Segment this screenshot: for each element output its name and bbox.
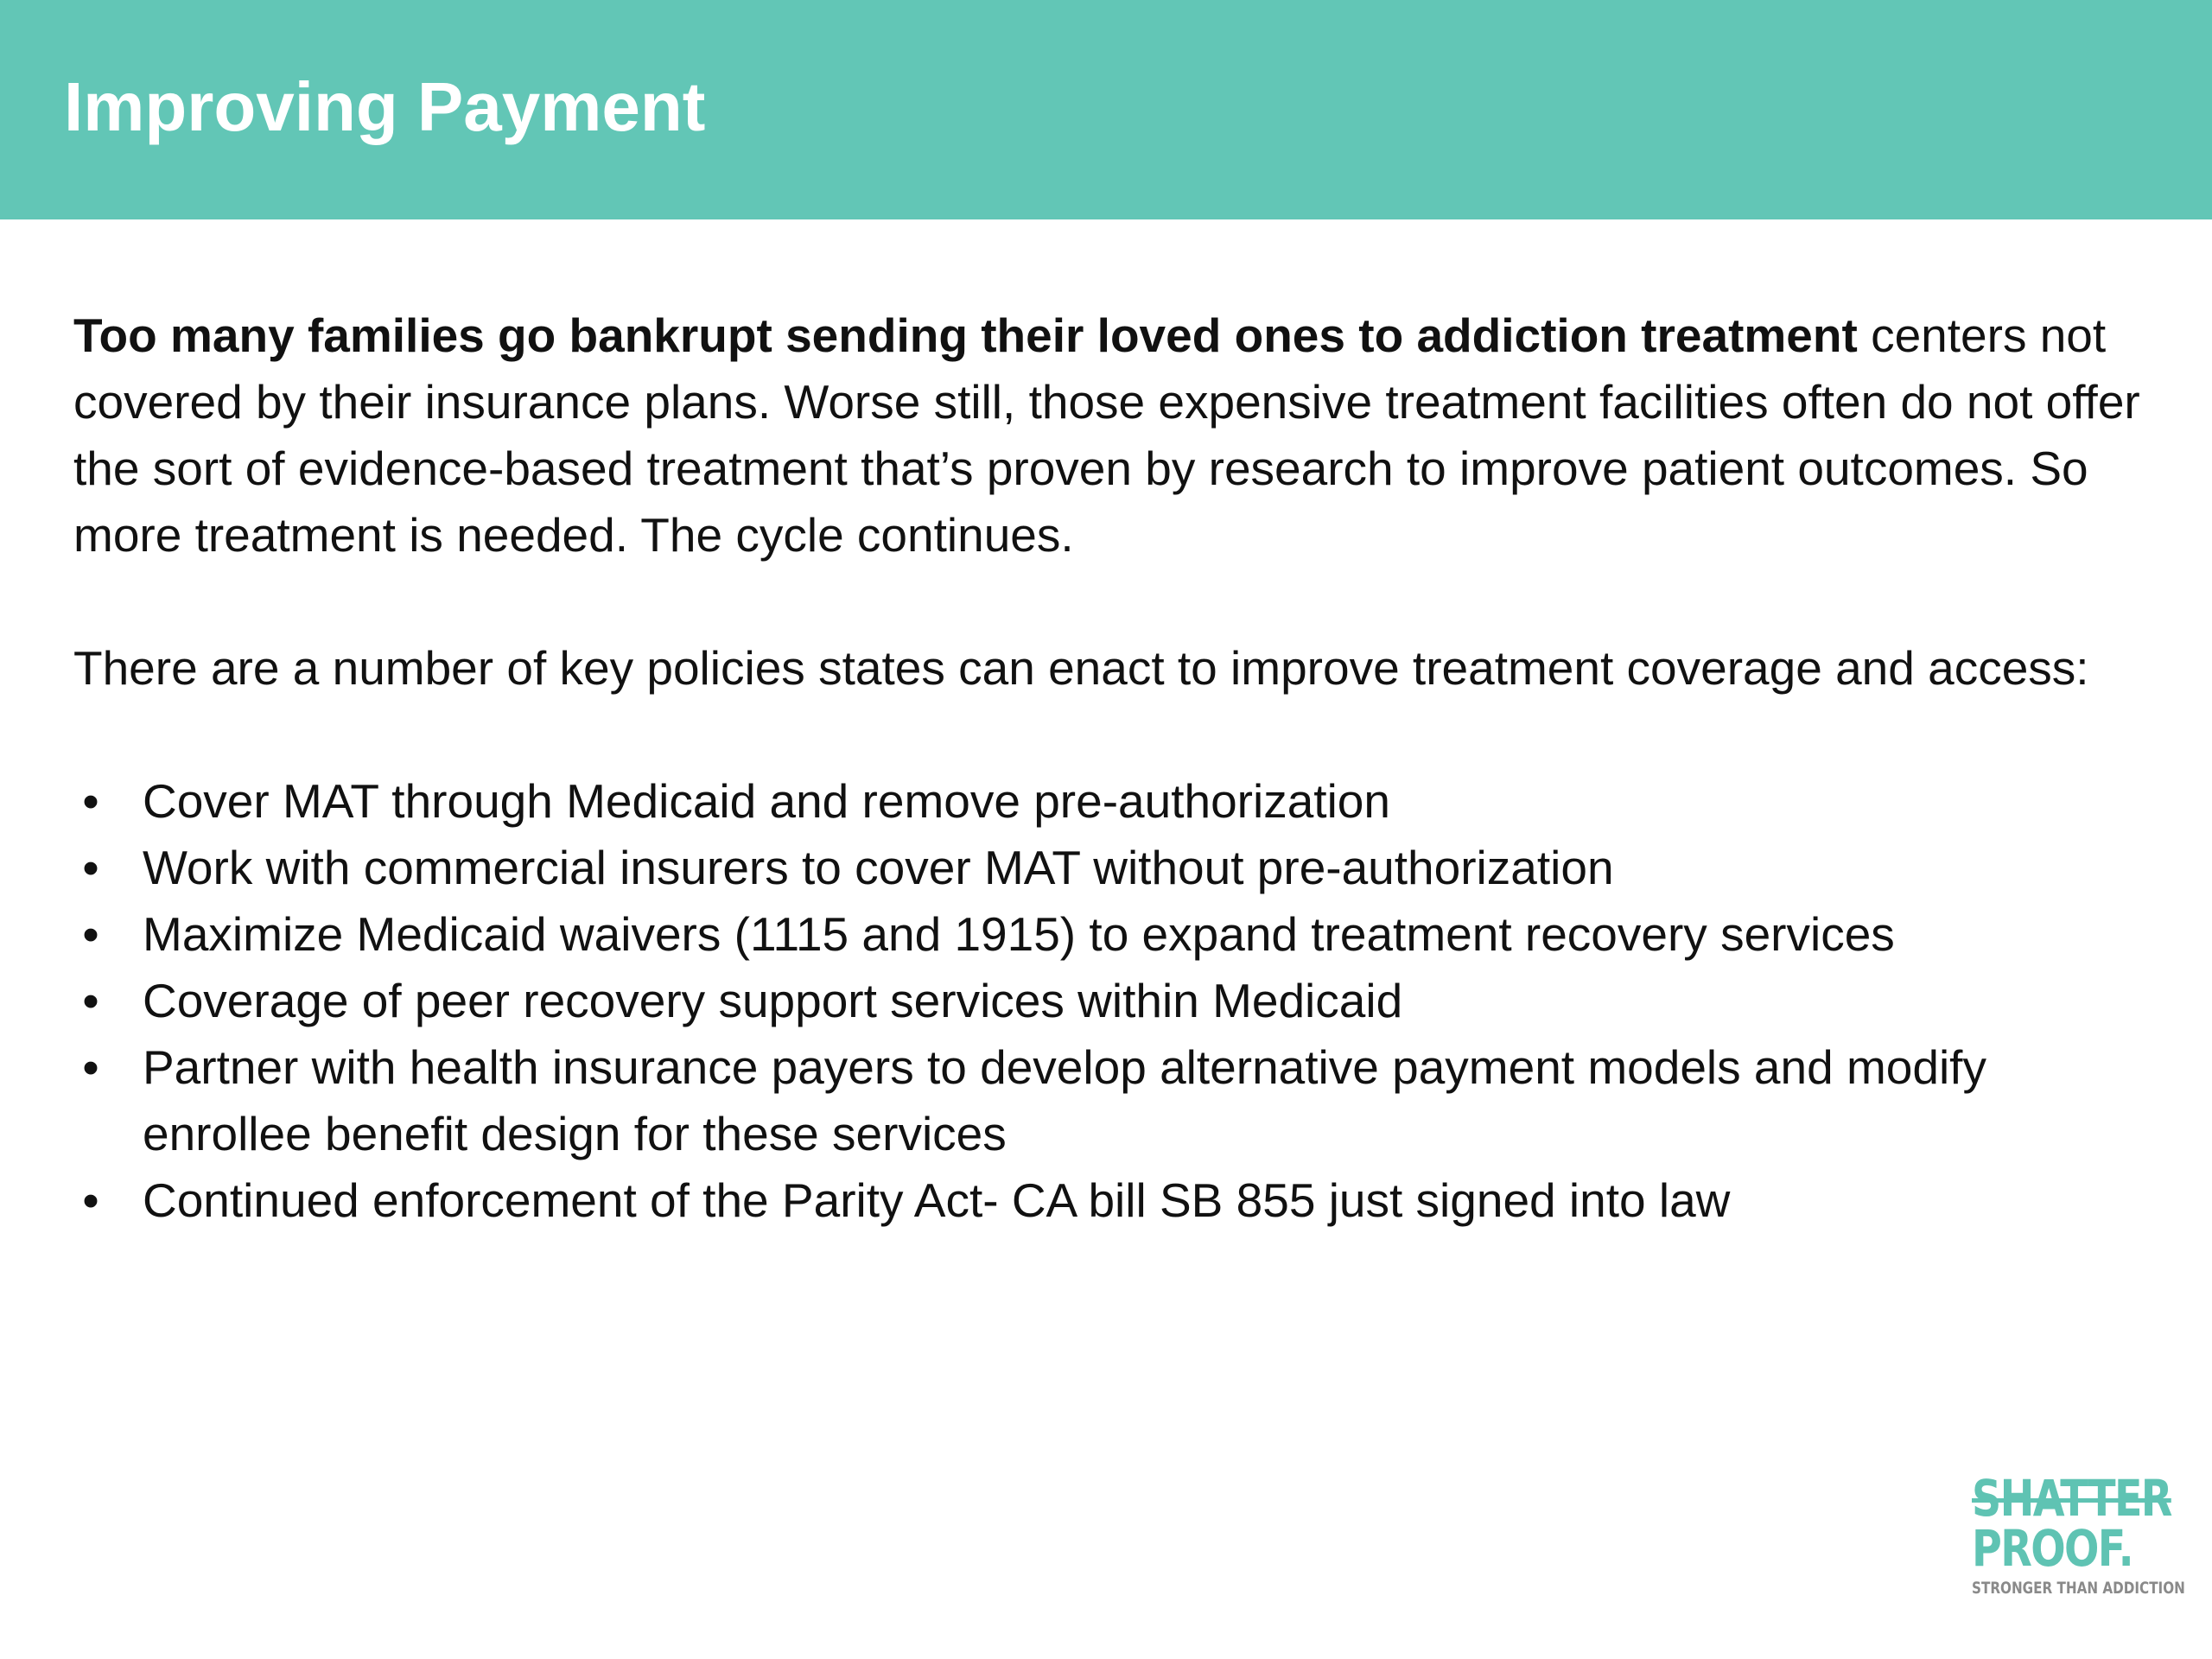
bullet-icon: • [82, 974, 99, 1027]
bullet-icon: • [82, 774, 99, 828]
bullet-icon: • [82, 1173, 99, 1227]
bullet-item [73, 968, 2147, 1034]
bullet-item [73, 901, 2147, 968]
bullet-text: Partner with health insurance payers to develop alternative payment models and modify enrollee benefit design for these services [143, 1040, 1986, 1160]
bullet-item [73, 835, 2147, 901]
bullet-item [73, 768, 2147, 835]
bullet-text: Work with commercial insurers to cover MAT without pre-authorization [143, 841, 1614, 894]
header-bar [0, 0, 2212, 219]
bullet-icon: • [82, 1040, 99, 1094]
bullet-text: Coverage of peer recovery support services within Medicaid [143, 974, 1403, 1027]
bullet-icon: • [82, 907, 99, 961]
bullet-icon: • [82, 841, 99, 894]
logo-line-proof: PROOF. [1972, 1519, 2133, 1578]
slide-content [73, 302, 2147, 1234]
bullet-text: Cover MAT through Medicaid and remove pre-authorization [143, 774, 1390, 828]
logo-tagline: STRONGER THAN ADDICTION [1972, 1579, 2185, 1598]
slide-title: Improving Payment [64, 68, 706, 145]
policy-bullet-list [73, 768, 2147, 1234]
intro-bold-text: Too many families go bankrupt sending their loved ones to addiction treatment [73, 308, 1858, 362]
intro-rest-text: centers not covered by their insurance plans. Worse still, those expensive treatment facilities often do not offer the sort of evidence-based treatment that’s proven by research to improve patient outcomes. So more treatment is needed. The cycle continues. [73, 308, 2140, 562]
bullet-text: Maximize Medicaid waivers (1115 and 1915) to expand treatment recovery services [143, 907, 1895, 961]
policies-intro-paragraph: There are a number of key policies states can enact to improve treatment coverage and access: [73, 641, 2089, 695]
bullet-item [73, 1034, 2147, 1167]
logo-line-shatter: SHATTER [1972, 1469, 2171, 1528]
shatterproof-logo [1972, 1469, 2185, 1624]
bullet-text: Continued enforcement of the Parity Act- CA bill SB 855 just signed into law [143, 1173, 1731, 1227]
bullet-item [73, 1167, 2147, 1234]
intro-paragraph [73, 302, 2147, 569]
